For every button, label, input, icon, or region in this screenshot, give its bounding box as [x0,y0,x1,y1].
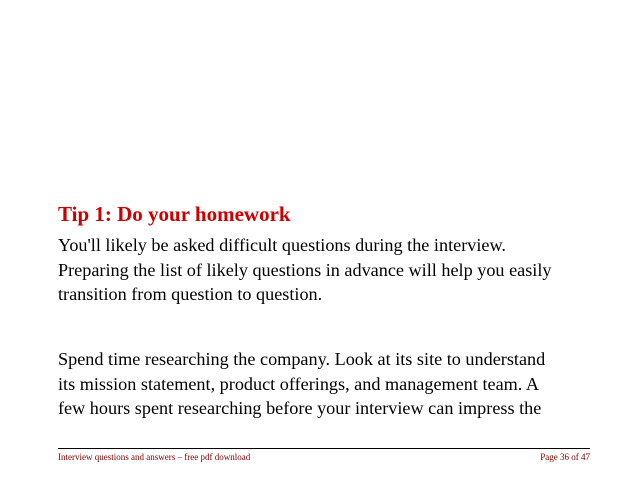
paragraph-1 [58,233,618,307]
page-number: Page 36 of 47 [540,452,590,462]
paragraph-line: Spend time researching the company. Look at its site to understand [58,349,546,369]
tip-heading: Tip 1: Do your homework [58,202,291,226]
paragraph-line: You'll likely be asked difficult questions during the interview. [58,235,506,255]
page-footer [58,448,590,462]
paragraph-line: its mission statement, product offerings, and management team. A [58,373,540,394]
footer-title: Interview questions and answers – free pdf download [58,452,251,462]
paragraph-line: few hours spent researching before your interview can impress the [58,398,542,418]
paragraph-2 [58,347,618,421]
paragraph-line: transition from question to question. [58,284,323,304]
paragraph-line: Preparing the list of likely questions in advance will help you easily [58,259,552,280]
